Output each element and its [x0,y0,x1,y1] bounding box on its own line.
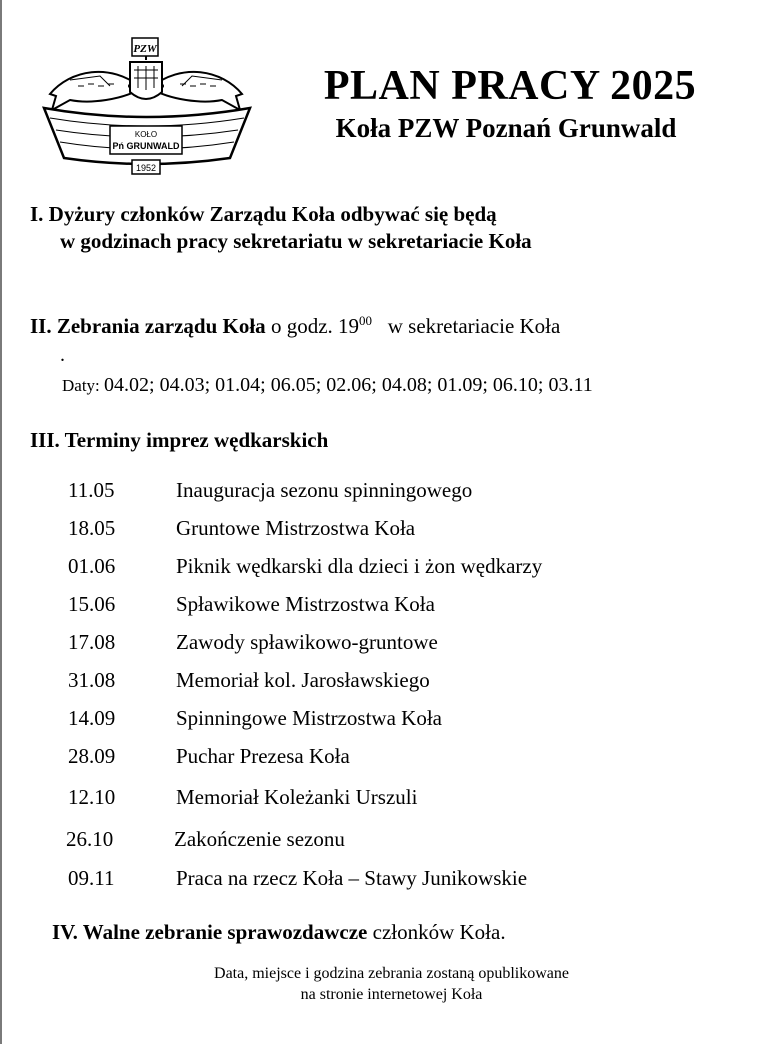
section1-line1: I. Dyżury członków Zarządu Koła odbywać się będą [30,202,497,226]
event-name: Praca na rzecz Koła – Stawy Junikowskie [176,866,528,890]
event-date: 11.05 [68,478,115,502]
section2-dot: . [60,344,65,366]
footer-line2: na stronie internetowej Koła [300,986,483,1003]
section-annual-meeting [52,920,506,945]
event-name: Zawody spławikowo-gruntowe [176,630,438,654]
svg-text:1952: 1952 [135,163,157,173]
page-subtitle: Koła PZW Poznań Grunwald [335,113,677,143]
meeting-dates-list: 04.02; 04.03; 01.04; 06.05; 02.06; 04.08; 01.09; 06.10; 03.11 [104,374,593,396]
event-name: Memoriał kol. Jarosławskiego [176,668,430,692]
event-date: 09.11 [68,866,115,890]
event-name: Memoriał Koleżanki Urszuli [176,785,418,809]
svg-text:KOŁO: KOŁO [134,130,158,139]
event-name: Inauguracja sezonu spinningowego [176,478,473,502]
event-date: 01.06 [68,554,116,578]
section4-heading: IV. Walne zebranie sprawozdawcze [52,920,368,944]
section2-time-text: o godz. 19 [265,314,360,338]
meeting-dates [62,374,593,397]
section4-text: członków Koła. [367,920,506,944]
svg-text:PZW: PZW [133,43,157,55]
svg-text:Pń GRUNWALD: Pń GRUNWALD [112,141,180,151]
event-date: 14.09 [68,706,116,730]
event-name: Spinningowe Mistrzostwa Koła [176,706,442,730]
event-date: 28.09 [68,744,116,768]
footer-line1: Data, miejsce i godzina zebrania zostaną opublikowane [214,965,569,982]
event-date: 18.05 [68,516,116,540]
event-date: 31.08 [68,668,116,692]
section-board-meetings [30,313,560,339]
event-name: Piknik wędkarski dla dzieci i żon wędkarzy [176,554,543,578]
footer-note [0,963,783,1005]
event-date: 15.06 [68,592,116,616]
event-date: 12.10 [68,785,116,809]
event-date: 17.08 [68,630,116,654]
section3-heading: III. Terminy imprez wędkarskich [30,428,329,452]
section1-line2: w godzinach pracy sekretariatu w sekretariacie Koła [60,229,532,253]
page-title: PLAN PRACY 2025 [323,63,697,109]
section2-location: w sekretariacie Koła [372,314,561,338]
event-name: Puchar Prezesa Koła [176,744,350,768]
section-duty-hours [30,201,532,255]
section2-time-minutes: 00 [359,313,373,328]
page-left-border [0,0,2,1044]
club-logo [30,30,262,180]
section2-heading: II. Zebrania zarządu Koła [30,314,266,338]
event-name: Zakończenie sezonu [174,827,345,851]
event-name: Gruntowe Mistrzostwa Koła [176,516,416,540]
meeting-dates-label: Daty: [62,376,105,395]
event-name: Spławikowe Mistrzostwa Koła [176,592,435,616]
event-date: 26.10 [66,827,114,851]
